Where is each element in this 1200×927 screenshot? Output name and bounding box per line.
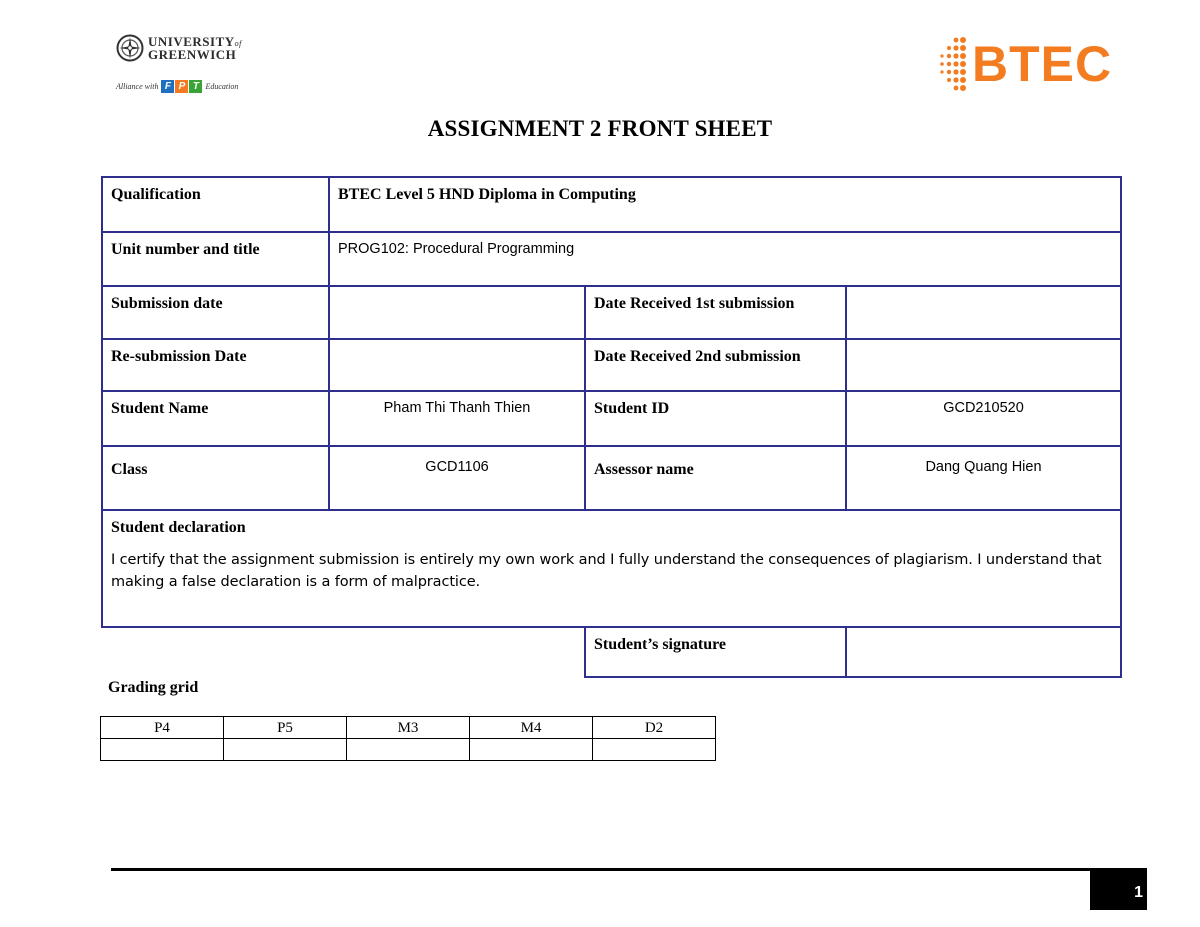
student-id-value: GCD210520 xyxy=(846,391,1121,446)
class-label: Class xyxy=(102,446,329,510)
date-received-2-field[interactable] xyxy=(846,339,1121,391)
unit-label: Unit number and title xyxy=(102,232,329,286)
grading-grid-table xyxy=(100,716,716,761)
submission-row xyxy=(102,286,1121,339)
qualification-value: BTEC Level 5 HND Diploma in Computing xyxy=(329,177,1121,232)
signature-row xyxy=(102,627,1121,677)
grading-value-row xyxy=(101,739,716,761)
btec-wordmark: BTEC xyxy=(972,36,1113,92)
university-seal-icon xyxy=(116,34,144,62)
grading-grid-label: Grading grid xyxy=(108,679,199,696)
submission-date-label: Submission date xyxy=(102,286,329,339)
student-name-value: Pham Thi Thanh Thien xyxy=(329,391,585,446)
student-row xyxy=(102,391,1121,446)
signature-label: Student’s signature xyxy=(585,627,846,677)
front-sheet-table xyxy=(101,176,1122,678)
declaration-row xyxy=(102,510,1121,627)
resubmission-row xyxy=(102,339,1121,391)
date-received-2-label: Date Received 2nd submission xyxy=(585,339,846,391)
declaration-heading: Student declaration xyxy=(111,519,246,536)
btec-logo xyxy=(936,34,1126,96)
qualification-row xyxy=(102,177,1121,232)
student-id-label: Student ID xyxy=(585,391,846,446)
signature-field[interactable] xyxy=(846,627,1121,677)
grade-cell-d2[interactable] xyxy=(593,739,716,761)
grade-cell-p5[interactable] xyxy=(224,739,347,761)
fpt-letter-t: T xyxy=(189,80,202,93)
fpt-alliance-tagline xyxy=(116,79,238,93)
tagline-suffix: Education xyxy=(205,81,239,91)
grade-cell-m4[interactable] xyxy=(470,739,593,761)
grade-header-d2: D2 xyxy=(593,717,716,739)
class-value: GCD1106 xyxy=(329,446,585,510)
student-name-label: Student Name xyxy=(102,391,329,446)
declaration-cell xyxy=(102,510,1121,627)
signature-spacer xyxy=(102,627,585,677)
date-received-1-label: Date Received 1st submission xyxy=(585,286,846,339)
assessor-label: Assessor name xyxy=(585,446,846,510)
declaration-text: I certify that the assignment submission is entirely my own work and I fully understand the consequences of plagiarism. I understand that making a false declaration is a form of malpractice. xyxy=(111,552,1102,590)
btec-dots-icon xyxy=(936,34,970,94)
assessor-value: Dang Quang Hien xyxy=(846,446,1121,510)
class-row xyxy=(102,446,1121,510)
grading-header-row xyxy=(101,717,716,739)
unit-row xyxy=(102,232,1121,286)
fpt-letter-p: P xyxy=(175,80,188,93)
grade-cell-p4[interactable] xyxy=(101,739,224,761)
resubmission-date-label: Re-submission Date xyxy=(102,339,329,391)
unit-value: PROG102: Procedural Programming xyxy=(329,232,1121,286)
submission-date-field[interactable] xyxy=(329,286,585,339)
fpt-letter-f: F xyxy=(161,80,174,93)
date-received-1-field[interactable] xyxy=(846,286,1121,339)
grade-header-m4: M4 xyxy=(470,717,593,739)
page-title: ASSIGNMENT 2 FRONT SHEET xyxy=(427,116,773,141)
page-number: 1 xyxy=(1090,870,1147,910)
resubmission-date-field[interactable] xyxy=(329,339,585,391)
footer-divider xyxy=(111,868,1147,871)
grade-header-p5: P5 xyxy=(224,717,347,739)
university-name-line2: GREENWICH xyxy=(148,47,237,62)
qualification-label: Qualification xyxy=(102,177,329,232)
grade-cell-m3[interactable] xyxy=(347,739,470,761)
grade-header-p4: P4 xyxy=(101,717,224,739)
grade-header-m3: M3 xyxy=(347,717,470,739)
university-logo xyxy=(116,32,256,94)
tagline-prefix: Alliance with xyxy=(116,81,159,91)
university-name-line1: UNIVERSITYof xyxy=(148,34,242,49)
